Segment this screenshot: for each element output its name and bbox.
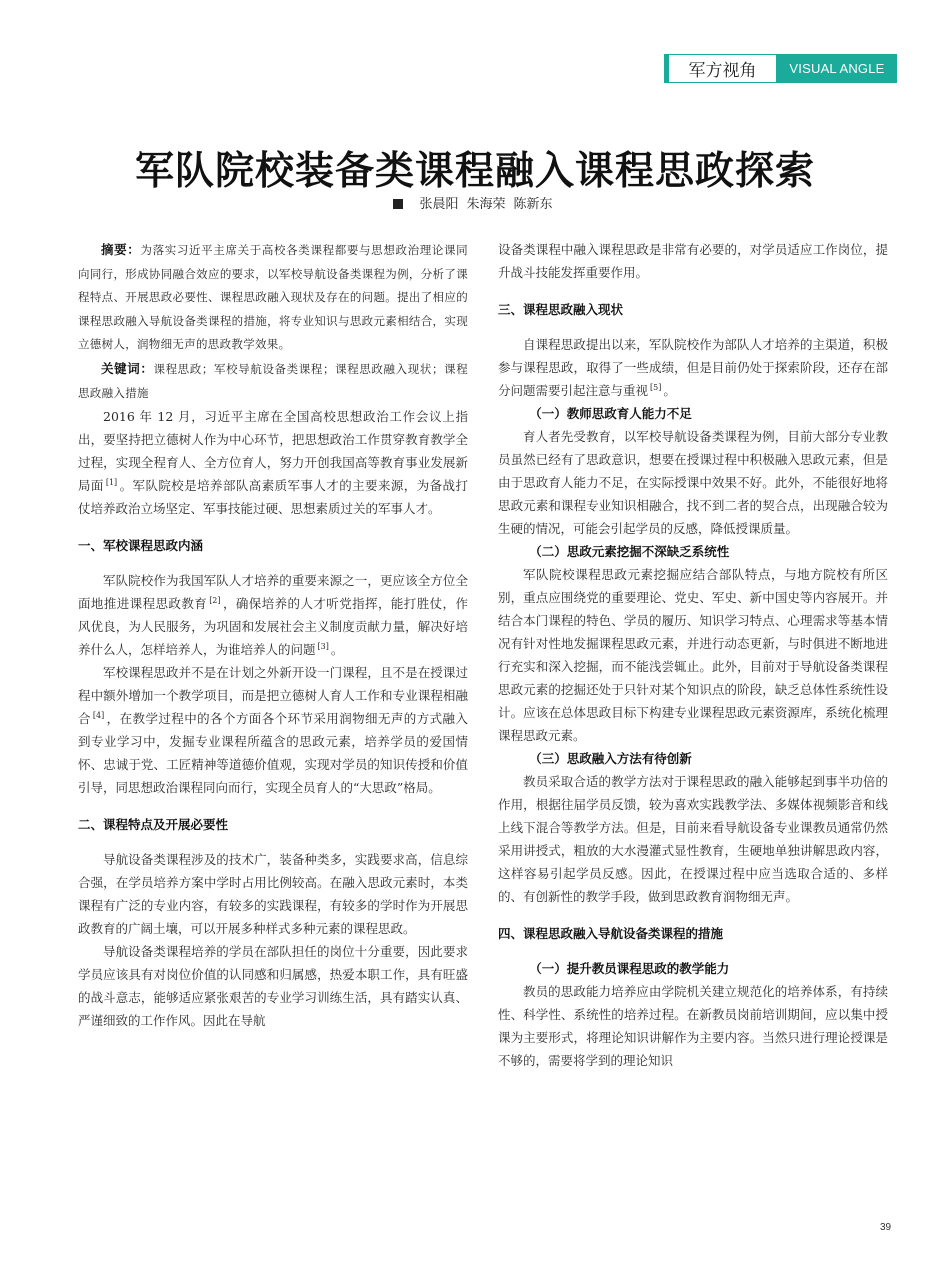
- intro-paragraph: [78, 405, 468, 520]
- text-run: 军队院校作为我国军队人才培养的重要来源之一，更应该全方位全面地推进课程思政教育: [78, 573, 468, 612]
- section-heading: 三、课程思政融入现状: [498, 302, 624, 317]
- section-heading: 一、军校课程思政内涵: [78, 538, 204, 554]
- section-tag-chinese: 军方视角: [669, 54, 777, 83]
- reference-mark: [3]: [317, 642, 329, 651]
- keywords: [78, 357, 468, 405]
- subsection-heading: （一）提升教员课程思政的教学能力: [529, 961, 730, 976]
- reference-mark: [5]: [650, 382, 662, 392]
- paragraph: [78, 569, 468, 661]
- text-run: 自课程思政提出以来，军队院校作为部队人才培养的主渠道，积极参与课程思政，取得了一些成绩，但是目前仍处于探索阶段，还存在部分问题需要引起注意与重视: [498, 337, 888, 398]
- author-name: 朱海荣: [466, 197, 506, 212]
- author-name: 张晨阳: [419, 197, 459, 212]
- section-heading: 四、课程思政融入导航设备类课程的措施: [498, 926, 724, 941]
- text-run: 2016 年 12 月，习近平主席在全国高校思想政治工作会议上指出，要坚持把立德树人作为中心环节，把思想政治工作贯穿教育教学全过程，实现全程育人、全方位育人，努力开创我国高等教育事业发展新局面: [78, 409, 468, 494]
- paragraph-continuation: 设备类课程中融入课程思政是非常有必要的，对学员适应工作岗位，提升战斗技能发挥重要作用。: [498, 242, 888, 280]
- subsection-heading: （一）教师思政育人能力不足: [529, 406, 692, 421]
- abstract: [78, 238, 468, 357]
- paragraph: [78, 661, 468, 799]
- abstract-label: 摘要：: [101, 242, 141, 257]
- paragraph: 导航设备类课程涉及的技术广，装备种类多，实践要求高，信息综合强，在学员培养方案中学时占用比例较高。在融入思政元素时，本类课程有广泛的专业内容，有较多的实践课程，有较多的学时作为开展思政教育的广阔土壤，可以开展多种样式多种元素的课程思政。: [78, 852, 468, 937]
- section-tag-english: VISUAL ANGLE: [777, 54, 897, 83]
- text-run: 。: [330, 642, 344, 658]
- paragraph: 教员采取合适的教学方法对于课程思政的融入能够起到事半功倍的作用，根据往届学员反馈，较为喜欢实践教学法、多媒体视频影音和线上线下混合等教学方法。但是，目前来看导航设备专业课教员通常仍然采用讲授式，粗放的大水漫灌式显性教育，生硬地单独讲解思政内容，这样容易引起学员反感。因此，在授课过程中应当选取合适的、多样的、有创新性的教学手段，做到思政教育润物细无声。: [498, 774, 888, 904]
- text-run: 军校课程思政并不是在计划之外新开设一门课程，且不是在授课过程中额外增加一个教学项目，而是把立德树人育人工作和专业课程相融合: [78, 665, 468, 727]
- author-line: [0, 193, 950, 212]
- text-run: ，在教学过程中的各个方面各个环节采用润物细无声的方式融入到专业学习中，发掘专业课程所蕴含的思政元素，培养学员的爱国情怀、忠诚于党、工匠精神等道德价值观，实现对学员的知识传授和价值引导，同思想政治课程同向而行，实现全员育人的“大思政”格局。: [78, 711, 468, 796]
- text-run: 。: [663, 383, 676, 398]
- subsection-heading: （三）思政融入方法有待创新: [529, 751, 692, 766]
- paragraph: 育人者先受教育，以军校导航设备类课程为例，目前大部分专业教员虽然已经有了思政意识，想要在授课过程中积极融入思政元素，但是由于思政育人能力不足，在实际授课中效果不好。此外，不能很好地将思政元素和课程专业知识相融合，找不到二者的契合点，出现融合较为生硬的情况，可能会引起学员的反感，降低授课质量。: [498, 429, 888, 536]
- paragraph: 军队院校课程思政元素挖掘应结合部队特点，与地方院校有所区别，重点应围绕党的重要理论、党史、军史、新中国史等内容展开。并结合本门课程的特色、学员的履历、知识学习特点、心理需求等基本情况有针对性地发掘课程思政元素，并进行动态更新，与时俱进不断地进行充实和深入挖掘，而不能浅尝辄止。此外，目前对于导航设备类课程思政元素的挖掘还处于只针对某个知识点的阶段，缺乏总体性系统性设计。应该在总体思政目标下构建专业课程思政元素资源库，系统化梳理课程思政元素。: [498, 567, 888, 743]
- reference-mark: [1]: [105, 478, 118, 487]
- paragraph: 导航设备类课程培养的学员在部队担任的岗位十分重要，因此要求学员应该具有对岗位价值的认同感和归属感，热爱本职工作，具有旺盛的战斗意志，能够适应紧张艰苦的专业学习训练生活，具有踏实认真、严谨细致的工作作风。因此在导航: [78, 944, 468, 1029]
- section-tag: [664, 54, 897, 83]
- paragraph: 教员的思政能力培养应由学院机关建立规范化的培养体系，有持续性、科学性、系统性的培养过程。在新教员岗前培训期间，应以集中授课为主要形式，将理论知识讲解作为主要内容。当然只进行理论授课是不够的，需要将学到的理论知识: [498, 984, 888, 1068]
- abstract-text: 为落实习近平主席关于高校各类课程都要与思想政治理论课同向同行，形成协同融合效应的要求，以军校导航设备类课程为例，分析了课程特点、开展思政必要性、课程思政融入现状及存在的问题。提出了相应的课程思政融入导航设备类课程的措施，将专业知识与思政元素相结合，实现立德树人，润物细无声的思政教学效果。: [78, 243, 468, 352]
- reference-mark: [2]: [209, 596, 221, 605]
- article-title: 军队院校装备类课程融入课程思政探索: [134, 149, 815, 194]
- paragraph: [498, 333, 888, 402]
- right-column: [498, 238, 888, 1072]
- section-heading: 二、课程特点及开展必要性: [78, 817, 229, 833]
- text-run: 。军队院校是培养部队高素质军事人才的主要来源，为备战打仗培养政治立场坚定、军事技能过硬、思想素质过关的军事人才。: [78, 478, 468, 517]
- subsection-heading: （二）思政元素挖掘不深缺乏系统性: [529, 544, 730, 559]
- keywords-label: 关键词：: [101, 360, 154, 376]
- page-number: 39: [880, 1222, 892, 1233]
- keywords-text: 课程思政；军校导航设备类课程；课程思政融入现状；课程思政融入措施: [78, 361, 469, 400]
- left-column: [78, 238, 468, 1032]
- reference-mark: [4]: [92, 711, 105, 720]
- bullet-square-icon: [393, 199, 403, 209]
- author-name: 陈新东: [513, 197, 553, 212]
- text-run: ，确保培养的人才听党指挥，能打胜仗，作风优良，为人民服务，为巩固和发展社会主义制度贡献力量，解决好培养什么人，怎样培养人，为谁培养人的问题: [78, 596, 468, 658]
